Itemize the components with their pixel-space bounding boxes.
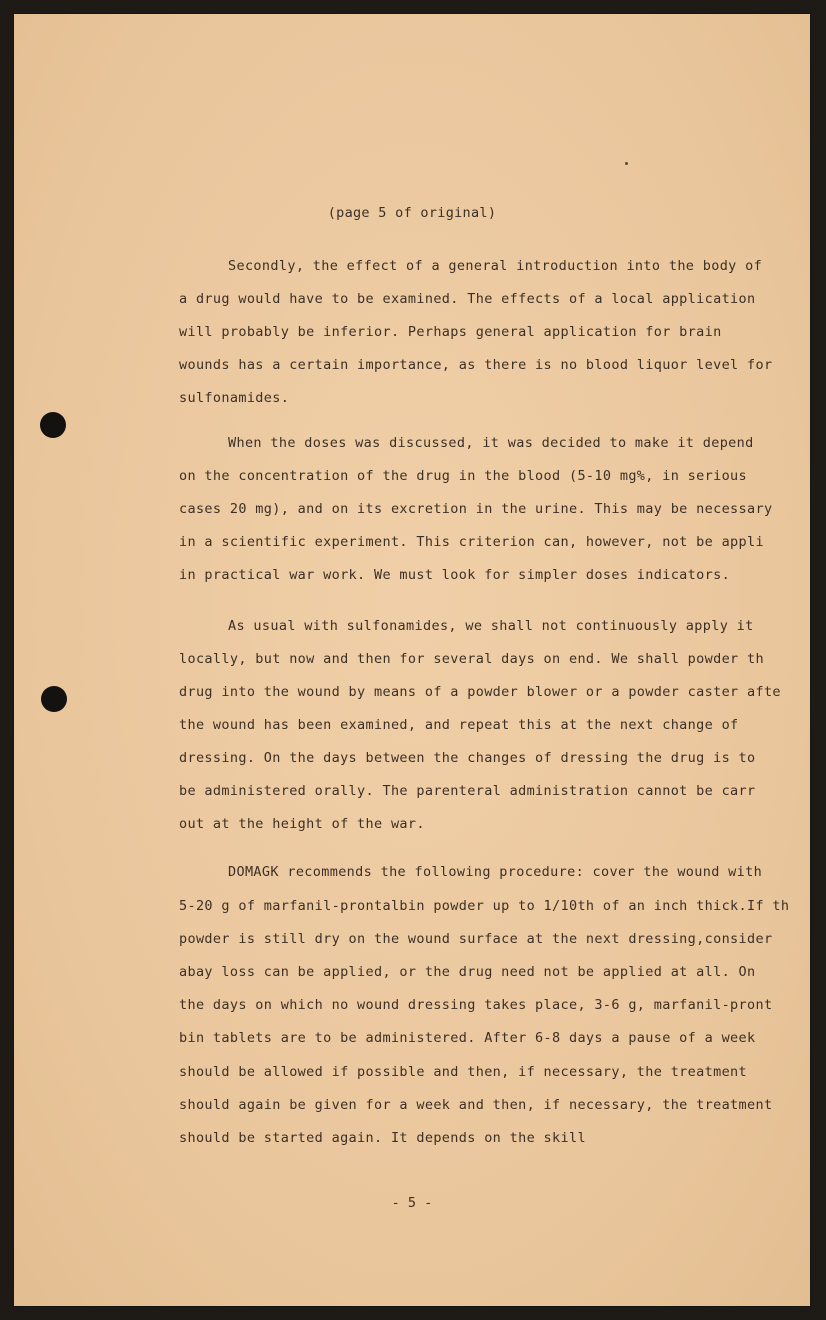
text-line: will probably be inferior. Perhaps general application for brain [179, 324, 722, 340]
text-line: cases 20 mg), and on its excretion in the urine. This may be necessary [179, 501, 773, 517]
page-number: - 5 - [391, 1195, 433, 1211]
text-line: sulfonamides. [179, 390, 290, 406]
text-line: bin tablets are to be administered. After 6-8 days a pause of a week [179, 1030, 756, 1046]
text-line: abay loss can be applied, or the drug need not be applied at all. On [179, 964, 756, 980]
text-line: the days on which no wound dressing takes place, 3-6 g, marfanil-pront [179, 997, 773, 1013]
text-line: out at the height of the war. [179, 816, 425, 832]
paper-speck [625, 162, 628, 165]
text-line: the wound has been examined, and repeat this at the next change of [179, 717, 739, 733]
text-line: a drug would have to be examined. The effects of a local application [179, 291, 756, 307]
text-line: should again be given for a week and then, if necessary, the treatment [179, 1097, 773, 1113]
text-line: should be started again. It depends on the skill [179, 1130, 586, 1146]
text-line: 5-20 g of marfanil-prontalbin powder up to 1/10th of an inch thick.If th [179, 898, 790, 914]
text-line: When the doses was discussed, it was decided to make it depend [228, 435, 754, 451]
text-line: Secondly, the effect of a general introduction into the body of [228, 258, 763, 274]
text-line: in practical war work. We must look for simpler doses indicators. [179, 567, 731, 583]
text-line: drug into the wound by means of a powder blower or a powder caster afte [179, 684, 781, 700]
text-line: As usual with sulfonamides, we shall not continuously apply it [228, 618, 754, 634]
document-page [14, 14, 810, 1306]
text-line: powder is still dry on the wound surface at the next dressing,consider [179, 931, 773, 947]
text-line: in a scientific experiment. This criterion can, however, not be appli [179, 534, 764, 550]
punch-hole-bottom [41, 686, 67, 712]
page-header: (page 5 of original) [327, 205, 497, 221]
text-line: should be allowed if possible and then, if necessary, the treatment [179, 1064, 748, 1080]
text-line: dressing. On the days between the changes of dressing the drug is to [179, 750, 756, 766]
text-line: be administered orally. The parenteral administration cannot be carr [179, 783, 756, 799]
punch-hole-top [40, 412, 66, 438]
text-line: on the concentration of the drug in the blood (5-10 mg%, in serious [179, 468, 748, 484]
text-line: DOMAGK recommends the following procedure: cover the wound with [228, 864, 763, 880]
text-line: locally, but now and then for several days on end. We shall powder th [179, 651, 764, 667]
text-line: wounds has a certain importance, as there is no blood liquor level for [179, 357, 773, 373]
